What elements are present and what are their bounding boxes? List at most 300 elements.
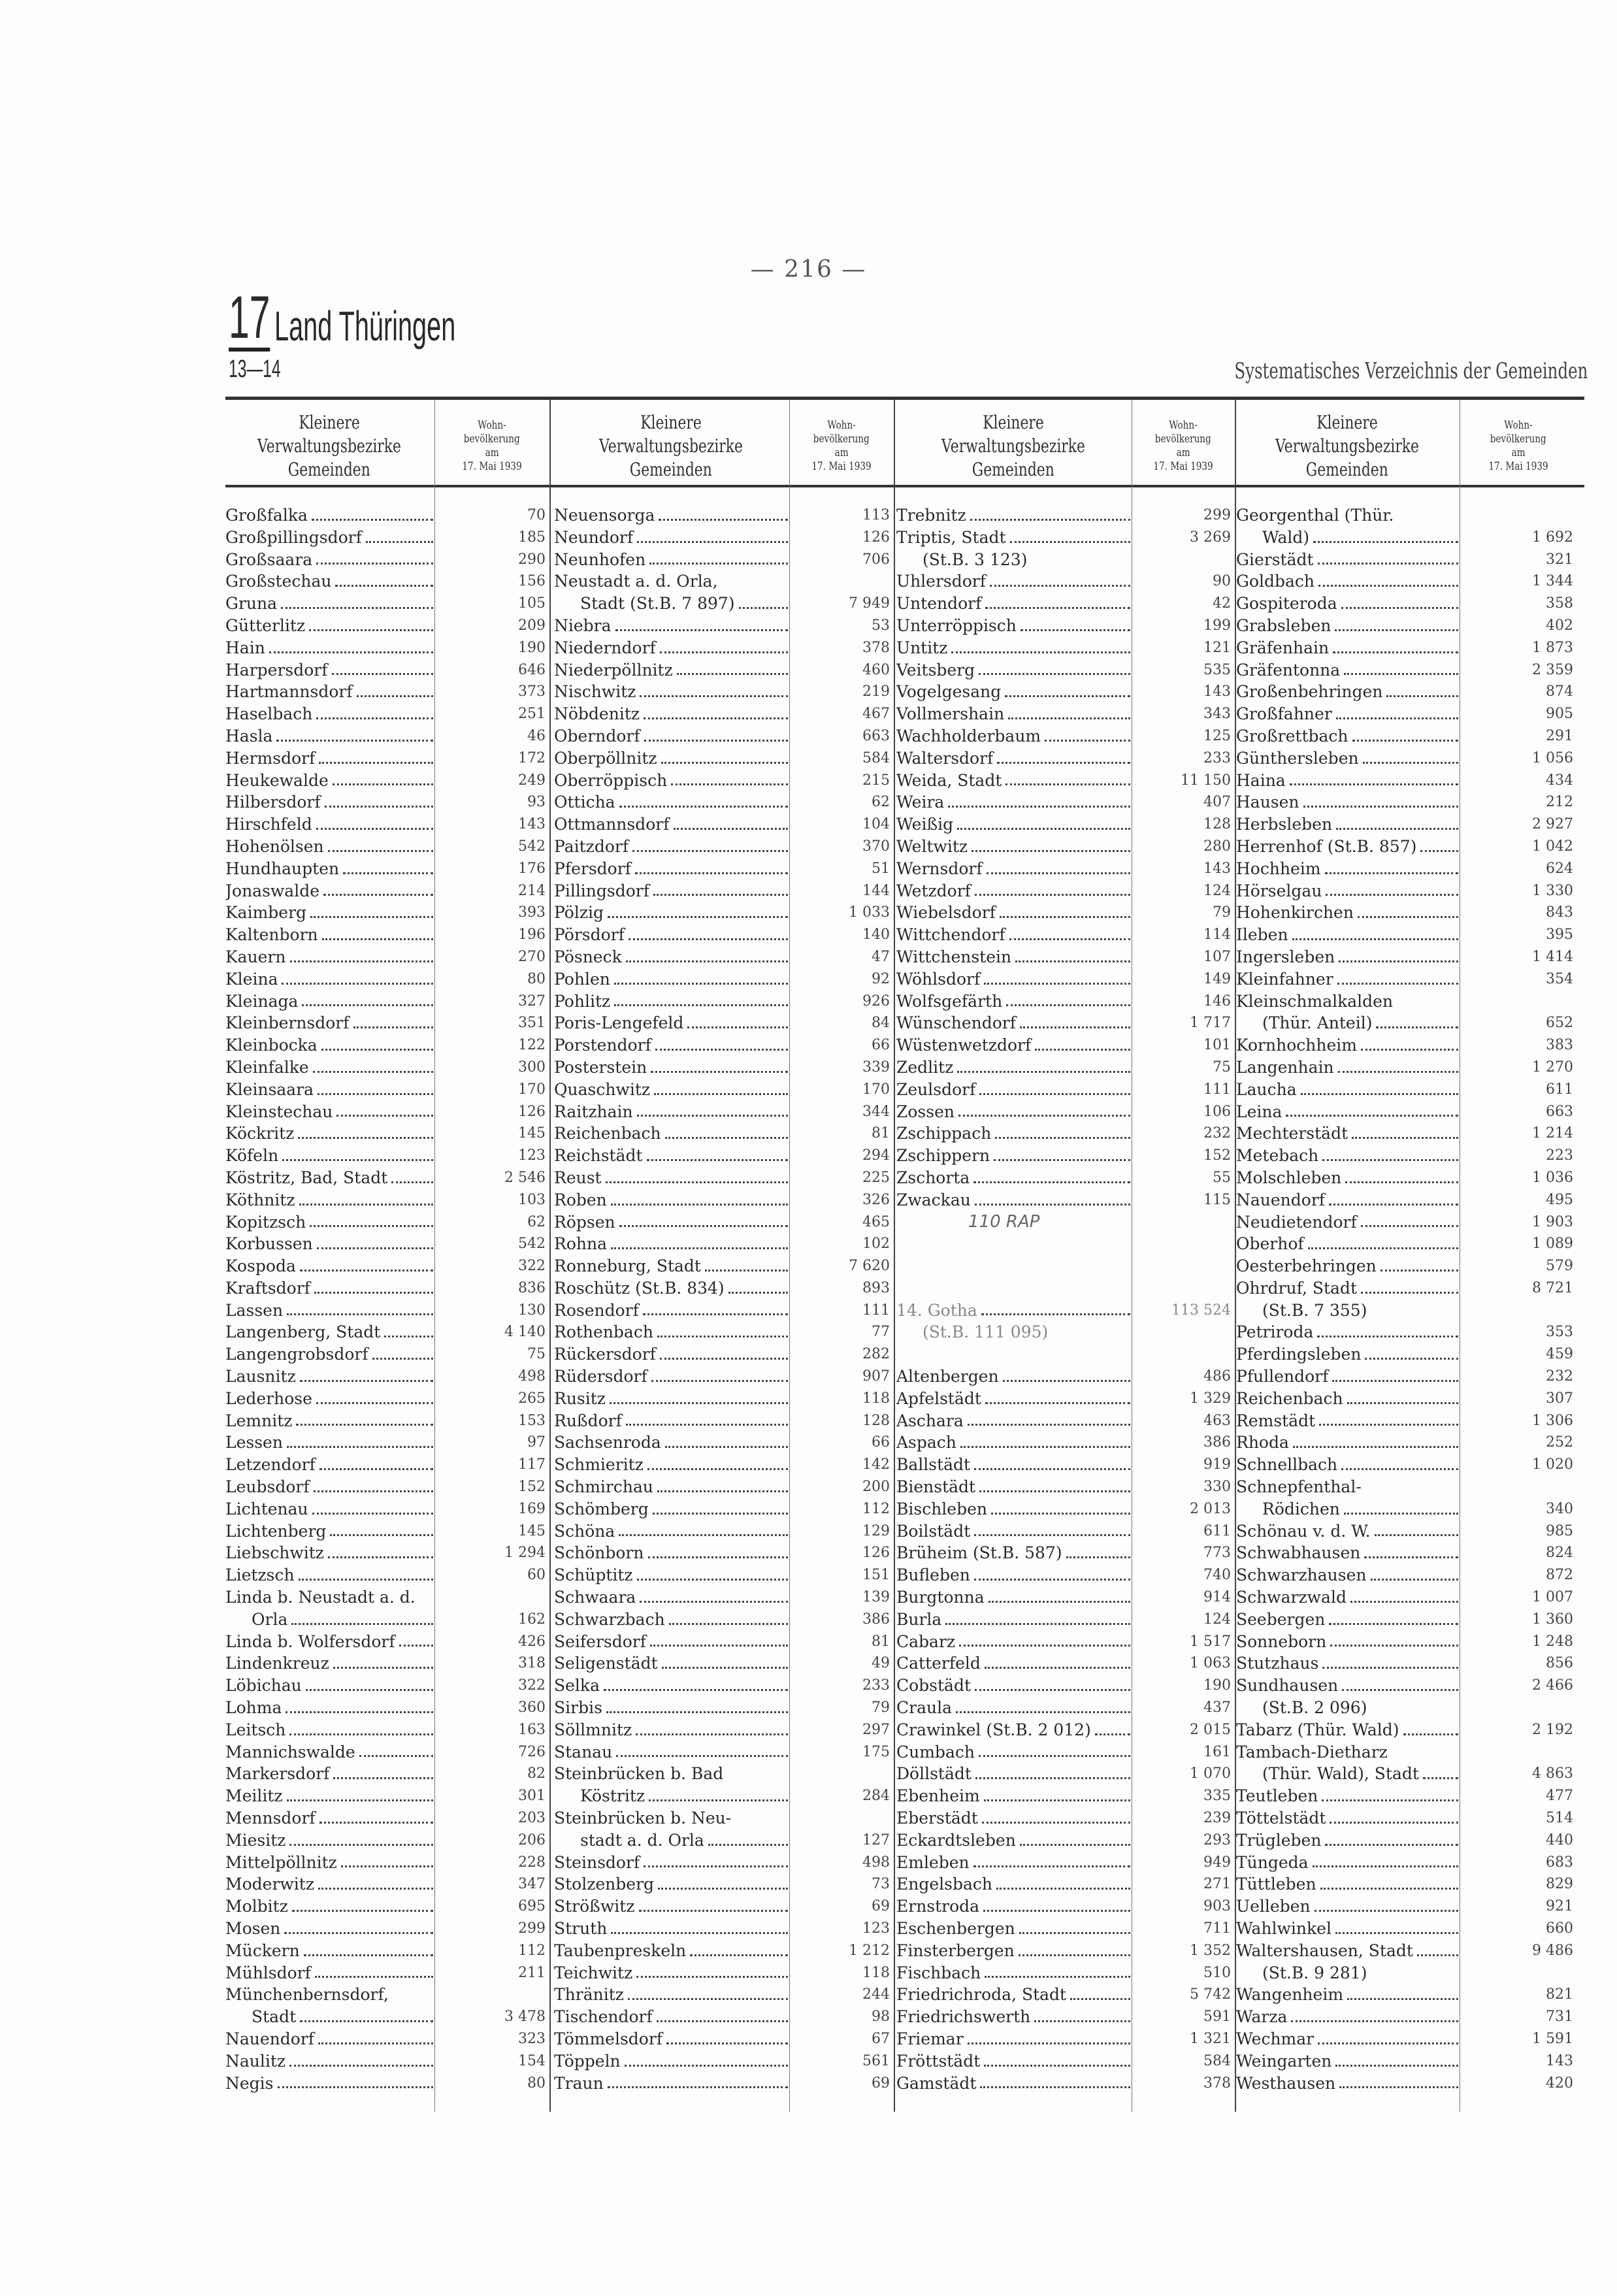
dot-leader bbox=[640, 1586, 788, 1603]
municipality-name bbox=[896, 1101, 1130, 1123]
municipality-name bbox=[554, 1763, 788, 1785]
dot-leader bbox=[1330, 1631, 1458, 1647]
dot-leader bbox=[735, 1807, 788, 1824]
name-text: Finsterbergen bbox=[896, 1941, 1015, 1960]
municipality-name bbox=[554, 1057, 788, 1079]
name-text: Veitsberg bbox=[896, 660, 975, 680]
name-text: Schömberg bbox=[554, 1499, 649, 1518]
table-row bbox=[554, 725, 898, 747]
table-row bbox=[225, 1785, 553, 1807]
municipality-name bbox=[1236, 791, 1458, 813]
dot-leader bbox=[687, 1012, 788, 1028]
population-value: 393 bbox=[518, 904, 546, 921]
dot-leader bbox=[1376, 1012, 1458, 1028]
dot-leader bbox=[996, 1873, 1130, 1890]
name-text: Röpsen bbox=[554, 1212, 615, 1232]
municipality-name bbox=[225, 2073, 433, 2095]
population-value: 914 bbox=[1203, 1589, 1231, 1606]
name-text: Weltwitz bbox=[896, 836, 968, 856]
name-text: Teichwitz bbox=[554, 1963, 633, 1982]
population-value: 561 bbox=[862, 2052, 890, 2069]
table-row bbox=[1236, 991, 1581, 1013]
population-value: 142 bbox=[862, 1456, 890, 1473]
dot-leader bbox=[289, 1719, 433, 1735]
table-row bbox=[896, 1321, 1239, 1343]
municipality-name bbox=[225, 1321, 433, 1343]
dot-leader bbox=[278, 2073, 434, 2089]
population-value: 170 bbox=[862, 1081, 890, 1098]
name-text: Münchenbernsdorf, bbox=[225, 1985, 389, 2005]
name-text: Rödichen bbox=[1262, 1499, 1340, 1518]
municipality-name bbox=[225, 1918, 433, 1940]
table-row bbox=[896, 1962, 1239, 1984]
table-row bbox=[225, 1586, 553, 1609]
population-value: 163 bbox=[518, 1721, 546, 1738]
municipality-name bbox=[896, 1609, 1130, 1631]
municipality-name bbox=[225, 1343, 433, 1366]
population-value: 49 bbox=[872, 1655, 890, 1672]
population-value: 92 bbox=[872, 970, 890, 987]
municipality-name bbox=[554, 593, 788, 615]
dot-leader bbox=[276, 725, 433, 742]
dot-leader bbox=[282, 1145, 433, 1161]
name-text: Burla bbox=[896, 1609, 942, 1629]
name-text: Weira bbox=[896, 793, 945, 812]
dot-leader bbox=[1318, 2028, 1458, 2044]
population-value: 340 bbox=[1546, 1500, 1573, 1517]
municipality-name bbox=[554, 1145, 788, 1167]
municipality-name bbox=[225, 946, 433, 968]
name-text: Eschenbergen bbox=[896, 1919, 1015, 1938]
population-value: 907 bbox=[862, 1368, 890, 1385]
dot-leader bbox=[1336, 703, 1458, 719]
population-value: 2 359 bbox=[1532, 661, 1573, 678]
table-row bbox=[1236, 946, 1581, 968]
table-row bbox=[1236, 880, 1581, 902]
municipality-name bbox=[1236, 1189, 1458, 1211]
population-value: 344 bbox=[862, 1103, 890, 1120]
municipality-name bbox=[896, 1189, 1130, 1211]
population-value: 378 bbox=[862, 639, 890, 656]
table-row bbox=[1236, 1852, 1581, 1874]
table-row bbox=[225, 968, 553, 991]
dot-leader bbox=[990, 570, 1130, 587]
population-value: 740 bbox=[1203, 1567, 1231, 1584]
name-text: Pfullendorf bbox=[1236, 1367, 1329, 1386]
name-text: Ronneburg, Stadt bbox=[554, 1256, 701, 1276]
name-text: Pörsdorf bbox=[554, 925, 625, 945]
dot-leader bbox=[1035, 1034, 1130, 1051]
name-text: Zschippern bbox=[896, 1146, 990, 1166]
dot-leader bbox=[1344, 1498, 1458, 1515]
section-number: 17 bbox=[229, 284, 270, 351]
table-row bbox=[554, 1145, 898, 1167]
population-value: 584 bbox=[1203, 2052, 1231, 2069]
dot-leader bbox=[655, 1034, 788, 1051]
table-row bbox=[554, 1520, 898, 1543]
table-row bbox=[225, 1167, 553, 1189]
name-text: Oberhof bbox=[1236, 1234, 1304, 1254]
population-value: 542 bbox=[518, 1236, 546, 1253]
municipality-name bbox=[1236, 1586, 1458, 1609]
table-row bbox=[225, 1388, 553, 1410]
municipality-name bbox=[225, 504, 433, 527]
dot-leader bbox=[1333, 637, 1458, 653]
dot-leader bbox=[625, 2050, 788, 2067]
municipality-name bbox=[896, 1366, 1130, 1388]
name-text: Gospiteroda bbox=[1236, 594, 1337, 614]
municipality-name bbox=[225, 1631, 433, 1653]
table-row bbox=[896, 2028, 1239, 2050]
dot-leader bbox=[619, 791, 788, 808]
dot-leader bbox=[1363, 747, 1458, 764]
name-text: Seligenstädt bbox=[554, 1654, 658, 1673]
municipality-name bbox=[225, 1609, 433, 1631]
name-text: Töppeln bbox=[554, 2051, 621, 2071]
municipality-name bbox=[554, 968, 788, 991]
table-row bbox=[1236, 1410, 1581, 1432]
dot-leader bbox=[991, 1498, 1130, 1515]
dot-leader bbox=[948, 791, 1130, 808]
dot-leader bbox=[304, 1940, 433, 1956]
table-row bbox=[1236, 1807, 1581, 1829]
name-text: Wangenheim bbox=[1236, 1985, 1344, 2005]
population-value: 107 bbox=[1203, 948, 1231, 965]
population-value bbox=[788, 570, 898, 593]
table-row bbox=[225, 549, 553, 571]
name-text: Stadt (St.B. 7 897) bbox=[580, 594, 735, 614]
municipality-name bbox=[225, 747, 433, 770]
table-row bbox=[1236, 1189, 1581, 1211]
municipality-name bbox=[554, 1675, 788, 1697]
population-value: 773 bbox=[1203, 1545, 1231, 1562]
name-text: Friedrichroda, Stadt bbox=[896, 1985, 1067, 2005]
table-row bbox=[225, 527, 553, 549]
municipality-name bbox=[896, 1962, 1130, 1984]
population-value: 60 bbox=[527, 1567, 546, 1584]
table-row bbox=[225, 1189, 553, 1211]
municipality-name bbox=[554, 1785, 788, 1807]
dot-leader bbox=[287, 1785, 433, 1801]
municipality-name bbox=[896, 1829, 1130, 1852]
table-column bbox=[896, 504, 1239, 2094]
dot-leader bbox=[665, 1432, 788, 1448]
name-text: Pohlitz bbox=[554, 991, 611, 1011]
table-row bbox=[225, 615, 553, 637]
municipality-name bbox=[1236, 1498, 1458, 1520]
name-text: Großfahner bbox=[1236, 704, 1332, 724]
municipality-name bbox=[1236, 924, 1458, 946]
municipality-name bbox=[896, 1321, 1130, 1343]
table-row bbox=[225, 1852, 553, 1874]
name-text: Lohma bbox=[225, 1698, 282, 1718]
name-text: Sundhausen bbox=[1236, 1676, 1339, 1696]
municipality-name bbox=[554, 1807, 788, 1829]
population-value: 113 bbox=[862, 507, 890, 523]
name-text: Markersdorf bbox=[225, 1764, 330, 1784]
table-row bbox=[554, 1343, 898, 1366]
dot-leader bbox=[647, 1145, 788, 1161]
dot-leader bbox=[728, 1277, 788, 1294]
population-value: 358 bbox=[1546, 595, 1573, 612]
population-value: 143 bbox=[518, 816, 546, 833]
municipality-name bbox=[554, 1211, 788, 1234]
table-row bbox=[896, 1873, 1239, 1895]
table-row bbox=[225, 2006, 553, 2028]
name-text: Roschütz (St.B. 834) bbox=[554, 1278, 725, 1298]
name-text: Wahlwinkel bbox=[1236, 1919, 1331, 1938]
municipality-name bbox=[896, 1763, 1130, 1785]
table-row bbox=[1236, 1586, 1581, 1609]
name-text: Lausnitz bbox=[225, 1367, 296, 1386]
municipality-name bbox=[896, 1300, 1130, 1322]
name-text: Pferdingsleben bbox=[1236, 1345, 1362, 1364]
name-text: Schwarzwald bbox=[1236, 1588, 1347, 1607]
dot-leader bbox=[974, 1564, 1130, 1581]
municipality-name bbox=[554, 570, 788, 593]
name-text: Kleinbocka bbox=[225, 1036, 318, 1055]
population-value: 1 330 bbox=[1532, 882, 1573, 899]
population-value: 126 bbox=[862, 1545, 890, 1562]
name-text: Stolzenberg bbox=[554, 1875, 655, 1894]
population-value: 4 140 bbox=[504, 1324, 546, 1341]
name-text: Ernstroda bbox=[896, 1897, 980, 1916]
table-row bbox=[1236, 1123, 1581, 1145]
dot-leader bbox=[1315, 1895, 1458, 1912]
dot-leader bbox=[1361, 1277, 1458, 1294]
population-value: 232 bbox=[1203, 1125, 1231, 1142]
dot-leader bbox=[287, 1432, 433, 1448]
table-row bbox=[896, 1984, 1239, 2006]
municipality-name bbox=[225, 2006, 433, 2028]
dot-leader bbox=[651, 1057, 788, 1073]
name-text: Wachholderbaum bbox=[896, 726, 1041, 746]
municipality-name bbox=[554, 1300, 788, 1322]
name-text: Rhoda bbox=[1236, 1433, 1289, 1452]
name-text: Schwarzbach bbox=[554, 1609, 665, 1629]
name-text: Harpersdorf bbox=[225, 660, 328, 680]
municipality-name bbox=[225, 1300, 433, 1322]
municipality-name bbox=[225, 1255, 433, 1277]
population-value bbox=[433, 1586, 553, 1609]
population-value: 81 bbox=[872, 1125, 890, 1142]
dot-leader bbox=[611, 1233, 788, 1249]
name-text: stadt a. d. Orla bbox=[580, 1830, 704, 1850]
table-row bbox=[225, 1741, 553, 1763]
table-row bbox=[554, 1829, 898, 1852]
population-value: 542 bbox=[518, 838, 546, 855]
dot-leader bbox=[1319, 1410, 1458, 1426]
dot-leader bbox=[610, 1388, 788, 1404]
name-text: Bufleben bbox=[896, 1566, 970, 1585]
population-value: 128 bbox=[862, 1412, 890, 1429]
table-row bbox=[554, 1962, 898, 1984]
name-text: Hausen bbox=[1236, 793, 1299, 812]
dot-leader bbox=[1423, 1763, 1458, 1779]
municipality-name bbox=[896, 1586, 1130, 1609]
municipality-name bbox=[554, 2006, 788, 2028]
municipality-name bbox=[554, 1829, 788, 1852]
name-text: Neunhofen bbox=[554, 549, 646, 569]
municipality-name bbox=[225, 1542, 433, 1564]
table-row bbox=[554, 1918, 898, 1940]
dot-leader bbox=[1417, 1940, 1458, 1956]
table-row bbox=[896, 1741, 1239, 1763]
header-name-line: Verwaltungsbezirke bbox=[599, 435, 743, 457]
table-row bbox=[1236, 1719, 1581, 1741]
municipality-name bbox=[1236, 1300, 1458, 1322]
name-text: Tüttleben bbox=[1236, 1875, 1316, 1894]
dot-leader bbox=[302, 991, 433, 1007]
table-row bbox=[896, 1652, 1239, 1675]
name-text: Pfersdorf bbox=[554, 859, 631, 878]
table-row bbox=[554, 1763, 898, 1785]
dot-leader bbox=[661, 747, 788, 764]
table-row bbox=[225, 1255, 553, 1277]
header-name-line: Kleinere bbox=[299, 411, 360, 433]
name-text: Großfalka bbox=[225, 506, 308, 525]
population-value: 2 546 bbox=[504, 1169, 546, 1186]
population-value: 611 bbox=[1203, 1522, 1231, 1539]
municipality-name bbox=[554, 1321, 788, 1343]
name-text: Tabarz (Thür. Wald) bbox=[1236, 1720, 1399, 1739]
table-row bbox=[554, 1586, 898, 1609]
table-row bbox=[225, 1300, 553, 1322]
population-value: 5 742 bbox=[1190, 1986, 1231, 2003]
name-text: Kleinschmalkalden bbox=[1236, 991, 1394, 1011]
dot-leader bbox=[1329, 1609, 1458, 1625]
header-name-line: Verwaltungsbezirke bbox=[257, 435, 401, 457]
municipality-name bbox=[896, 1542, 1130, 1564]
table-row bbox=[225, 1962, 553, 1984]
population-value: 322 bbox=[518, 1258, 546, 1275]
name-text: Warza bbox=[1236, 2007, 1288, 2027]
municipality-name bbox=[896, 1079, 1130, 1101]
municipality-name bbox=[554, 1255, 788, 1277]
population-value: 251 bbox=[518, 706, 546, 723]
dot-leader bbox=[1326, 880, 1458, 896]
population-value: 190 bbox=[1203, 1677, 1231, 1694]
name-text: Lietzsch bbox=[225, 1566, 295, 1585]
municipality-name bbox=[1236, 880, 1458, 902]
dot-leader bbox=[341, 1852, 433, 1868]
dot-leader bbox=[1019, 1918, 1130, 1934]
municipality-name bbox=[554, 924, 788, 946]
name-text: Selka bbox=[554, 1676, 600, 1696]
municipality-name bbox=[1236, 1675, 1458, 1697]
name-text: Zschippach bbox=[896, 1124, 992, 1143]
population-value: 299 bbox=[518, 1920, 546, 1937]
population-value: 353 bbox=[1546, 1324, 1573, 1341]
table-row bbox=[225, 1432, 553, 1454]
name-text: Rosendorf bbox=[554, 1300, 639, 1320]
name-text: Cobstädt bbox=[896, 1676, 972, 1696]
municipality-name bbox=[554, 1432, 788, 1454]
name-text: Langenberg, Stadt bbox=[225, 1322, 381, 1342]
name-text: Löbichau bbox=[225, 1676, 302, 1696]
population-value: 579 bbox=[1546, 1258, 1573, 1275]
name-text: Steinsdorf bbox=[554, 1852, 640, 1872]
dot-leader bbox=[1397, 991, 1458, 1007]
municipality-name bbox=[896, 1873, 1130, 1895]
population-value: 646 bbox=[518, 661, 546, 678]
municipality-name bbox=[554, 1609, 788, 1631]
name-text: Köckritz bbox=[225, 1124, 295, 1143]
population-value: 212 bbox=[1546, 794, 1573, 811]
population-value: 683 bbox=[1546, 1854, 1573, 1871]
dot-leader bbox=[657, 1321, 788, 1337]
municipality-name bbox=[554, 791, 788, 813]
population-value: 161 bbox=[1203, 1743, 1231, 1760]
table-row bbox=[225, 1321, 553, 1343]
dot-leader bbox=[665, 1123, 788, 1139]
population-value: 206 bbox=[518, 1831, 546, 1848]
table-row bbox=[554, 593, 898, 615]
name-text: Herrenhof (St.B. 857) bbox=[1236, 836, 1417, 856]
name-text: Hilbersdorf bbox=[225, 793, 321, 812]
dot-leader bbox=[1358, 902, 1458, 918]
name-text: Pölzig bbox=[554, 903, 604, 923]
table-row bbox=[1236, 1255, 1581, 1277]
population-value: 1 063 bbox=[1190, 1655, 1231, 1672]
dot-leader bbox=[972, 836, 1130, 852]
name-text: Hermsdorf bbox=[225, 748, 316, 768]
header-name-line: Gemeinden bbox=[972, 458, 1055, 480]
name-text: Reichstädt bbox=[554, 1146, 643, 1166]
name-text: Thränitz bbox=[554, 1985, 624, 2005]
table-row bbox=[896, 2050, 1239, 2073]
population-value: 129 bbox=[862, 1522, 890, 1539]
dot-leader bbox=[1005, 770, 1130, 786]
municipality-name bbox=[225, 1763, 433, 1785]
municipality-name bbox=[896, 527, 1130, 549]
dot-leader bbox=[722, 570, 788, 587]
table-row bbox=[1236, 1498, 1581, 1520]
dot-leader bbox=[393, 1984, 433, 2000]
name-text: Gräfentonna bbox=[1236, 660, 1341, 680]
header-population-line: 17. Mai 1939 bbox=[811, 459, 872, 473]
table-row bbox=[554, 1388, 898, 1410]
table-row bbox=[1236, 593, 1581, 615]
dot-leader bbox=[292, 1895, 433, 1912]
name-text: Brüheim (St.B. 587) bbox=[896, 1543, 1062, 1563]
population-value: 498 bbox=[518, 1368, 546, 1385]
name-text: Unterröppisch bbox=[896, 615, 1017, 635]
population-value: 145 bbox=[518, 1125, 546, 1142]
population-value: 1 414 bbox=[1532, 948, 1573, 965]
dot-leader bbox=[626, 1410, 788, 1426]
population-value: 228 bbox=[518, 1854, 546, 1871]
municipality-name bbox=[554, 1167, 788, 1189]
handwritten-note: 110 RAP bbox=[968, 1211, 1040, 1232]
municipality-name bbox=[225, 1079, 433, 1101]
municipality-name bbox=[225, 1277, 433, 1300]
table-row bbox=[225, 1984, 553, 2006]
municipality-name bbox=[1236, 1564, 1458, 1586]
name-text: Wernsdorf bbox=[896, 859, 983, 878]
dot-leader bbox=[1290, 770, 1458, 786]
table-row bbox=[554, 1564, 898, 1586]
population-value: 321 bbox=[1546, 551, 1573, 568]
dot-leader bbox=[982, 1807, 1130, 1824]
name-text: Kauern bbox=[225, 947, 286, 966]
table-row bbox=[896, 1366, 1239, 1388]
table-row bbox=[1236, 725, 1581, 747]
municipality-name bbox=[554, 1410, 788, 1432]
table-row bbox=[225, 1012, 553, 1034]
table-row bbox=[1236, 968, 1581, 991]
table-row bbox=[1236, 1829, 1581, 1852]
